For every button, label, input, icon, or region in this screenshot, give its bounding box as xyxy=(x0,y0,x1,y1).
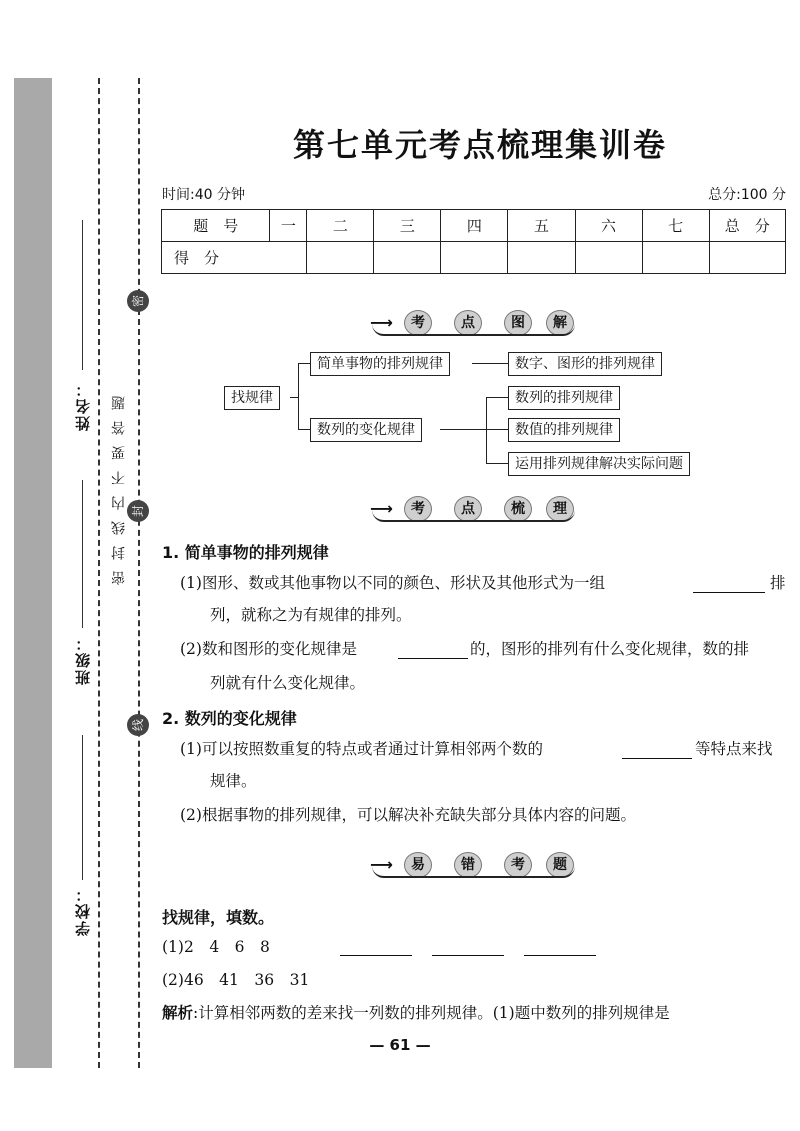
table-header-cell: 二 xyxy=(307,210,374,242)
total-score: 总分:100 分 xyxy=(708,187,786,203)
score-cell[interactable] xyxy=(642,242,709,274)
table-header-cell: 一 xyxy=(270,210,307,242)
banner-char: 错 xyxy=(454,852,482,878)
table-header-cell: 四 xyxy=(441,210,508,242)
binding-strip xyxy=(14,78,52,1068)
arrow-icon: ⟶ xyxy=(370,313,393,332)
diagram-branch1: 简单事物的排列规律 xyxy=(310,352,450,376)
score-table xyxy=(161,209,786,274)
answer-blank[interactable] xyxy=(432,955,504,956)
diagram-branch2: 数列的变化规律 xyxy=(310,418,422,442)
analysis-line xyxy=(162,1002,670,1024)
section1-item1-text: 列，就称之为有规律的排列。 xyxy=(210,606,412,624)
answer-blank[interactable] xyxy=(340,955,412,956)
banner-char: 考 xyxy=(404,310,432,336)
section1-item2-text: (2)数和图形的变化规律是 xyxy=(180,640,357,658)
school-label: 学校： xyxy=(74,885,92,936)
question-1: (1)2 4 6 8 xyxy=(162,938,270,956)
cut-line-outer xyxy=(98,78,100,1068)
analysis-label: 解析 xyxy=(162,1003,194,1022)
seal-xian: 线 xyxy=(127,714,149,736)
score-cell[interactable] xyxy=(374,242,441,274)
table-header-cell: 题 号 xyxy=(162,210,270,242)
section2-heading: 2. 数列的变化规律 xyxy=(162,709,297,728)
class-line xyxy=(82,480,83,628)
banner-review xyxy=(370,494,575,522)
score-cell[interactable] xyxy=(441,242,508,274)
page-title: 第七单元考点梳理集训卷 xyxy=(292,126,667,164)
diagram-branch2-child: 数值的排列规律 xyxy=(508,418,620,442)
section1-item2-text: 列就有什么变化规律。 xyxy=(210,674,366,692)
banner-char: 点 xyxy=(454,310,482,336)
table-row xyxy=(162,210,786,242)
banner-char: 易 xyxy=(404,852,432,878)
table-header-cell: 七 xyxy=(642,210,709,242)
exercise-prompt: 找规律，填数。 xyxy=(162,908,275,927)
section2-item2-text: (2)根据事物的排列规律，可以解决补充缺失部分具体内容的问题。 xyxy=(180,806,636,824)
banner-char: 理 xyxy=(546,496,574,522)
fill-blank[interactable] xyxy=(622,758,692,759)
banner-char: 图 xyxy=(504,310,532,336)
name-label: 姓名： xyxy=(74,380,92,431)
banner-char: 题 xyxy=(546,852,574,878)
school-line xyxy=(82,735,83,880)
banner-char: 考 xyxy=(504,852,532,878)
analysis-text: :计算相邻两数的差来找一列数的排列规律。(1)题中数列的排列规律是 xyxy=(193,1004,670,1022)
class-label: 班级： xyxy=(74,634,92,685)
section2-item1-text: (1)可以按照数重复的特点或者通过计算相邻两个数的 xyxy=(180,740,543,758)
table-header-cell: 五 xyxy=(508,210,575,242)
banner-diagram xyxy=(370,308,575,336)
section1-item1-text: (1)图形、数或其他事物以不同的颜色、形状及其他形式为一组 xyxy=(180,574,605,592)
section1-heading: 1. 简单事物的排列规律 xyxy=(162,543,329,562)
table-header-cell: 三 xyxy=(374,210,441,242)
score-cell[interactable] xyxy=(307,242,374,274)
score-label-cell: 得 分 xyxy=(162,242,307,274)
arrow-icon: ⟶ xyxy=(370,499,393,518)
banner-char: 考 xyxy=(404,496,432,522)
diagram-branch1-child: 数字、图形的排列规律 xyxy=(508,352,662,376)
section1-item1-text: 排 xyxy=(770,574,786,592)
score-cell[interactable] xyxy=(508,242,575,274)
diagram-branch2-child: 运用排列规律解决实际问题 xyxy=(508,452,690,476)
table-row xyxy=(162,242,786,274)
diagram-branch2-child: 数列的排列规律 xyxy=(508,386,620,410)
question-2: (2)46 41 36 31 xyxy=(162,971,310,989)
section2-item1-text: 规律。 xyxy=(210,772,257,790)
diagram-root: 找规律 xyxy=(224,386,280,410)
time-limit: 时间:40 分钟 xyxy=(162,187,245,203)
seal-feng: 封 xyxy=(127,500,149,522)
section2-item1-text: 等特点来找 xyxy=(695,740,773,758)
fill-blank[interactable] xyxy=(693,592,765,593)
name-line xyxy=(82,220,83,370)
table-header-cell: 总 分 xyxy=(709,210,785,242)
banner-char: 梳 xyxy=(504,496,532,522)
score-cell[interactable] xyxy=(575,242,642,274)
score-cell[interactable] xyxy=(709,242,785,274)
section1-item2-text: 的，图形的排列有什么变化规律，数的排 xyxy=(470,640,750,658)
fill-blank[interactable] xyxy=(398,658,468,659)
table-header-cell: 六 xyxy=(575,210,642,242)
banner-errors xyxy=(370,850,575,878)
banner-char: 解 xyxy=(546,310,574,336)
seal-mi: 密 xyxy=(127,290,149,312)
cut-line-inner xyxy=(138,78,140,1068)
banner-char: 点 xyxy=(454,496,482,522)
page-number: — 61 — xyxy=(369,1036,431,1054)
answer-blank[interactable] xyxy=(524,955,596,956)
arrow-icon: ⟶ xyxy=(370,855,393,874)
seal-warning: 密封线内不要答题 xyxy=(111,385,127,585)
